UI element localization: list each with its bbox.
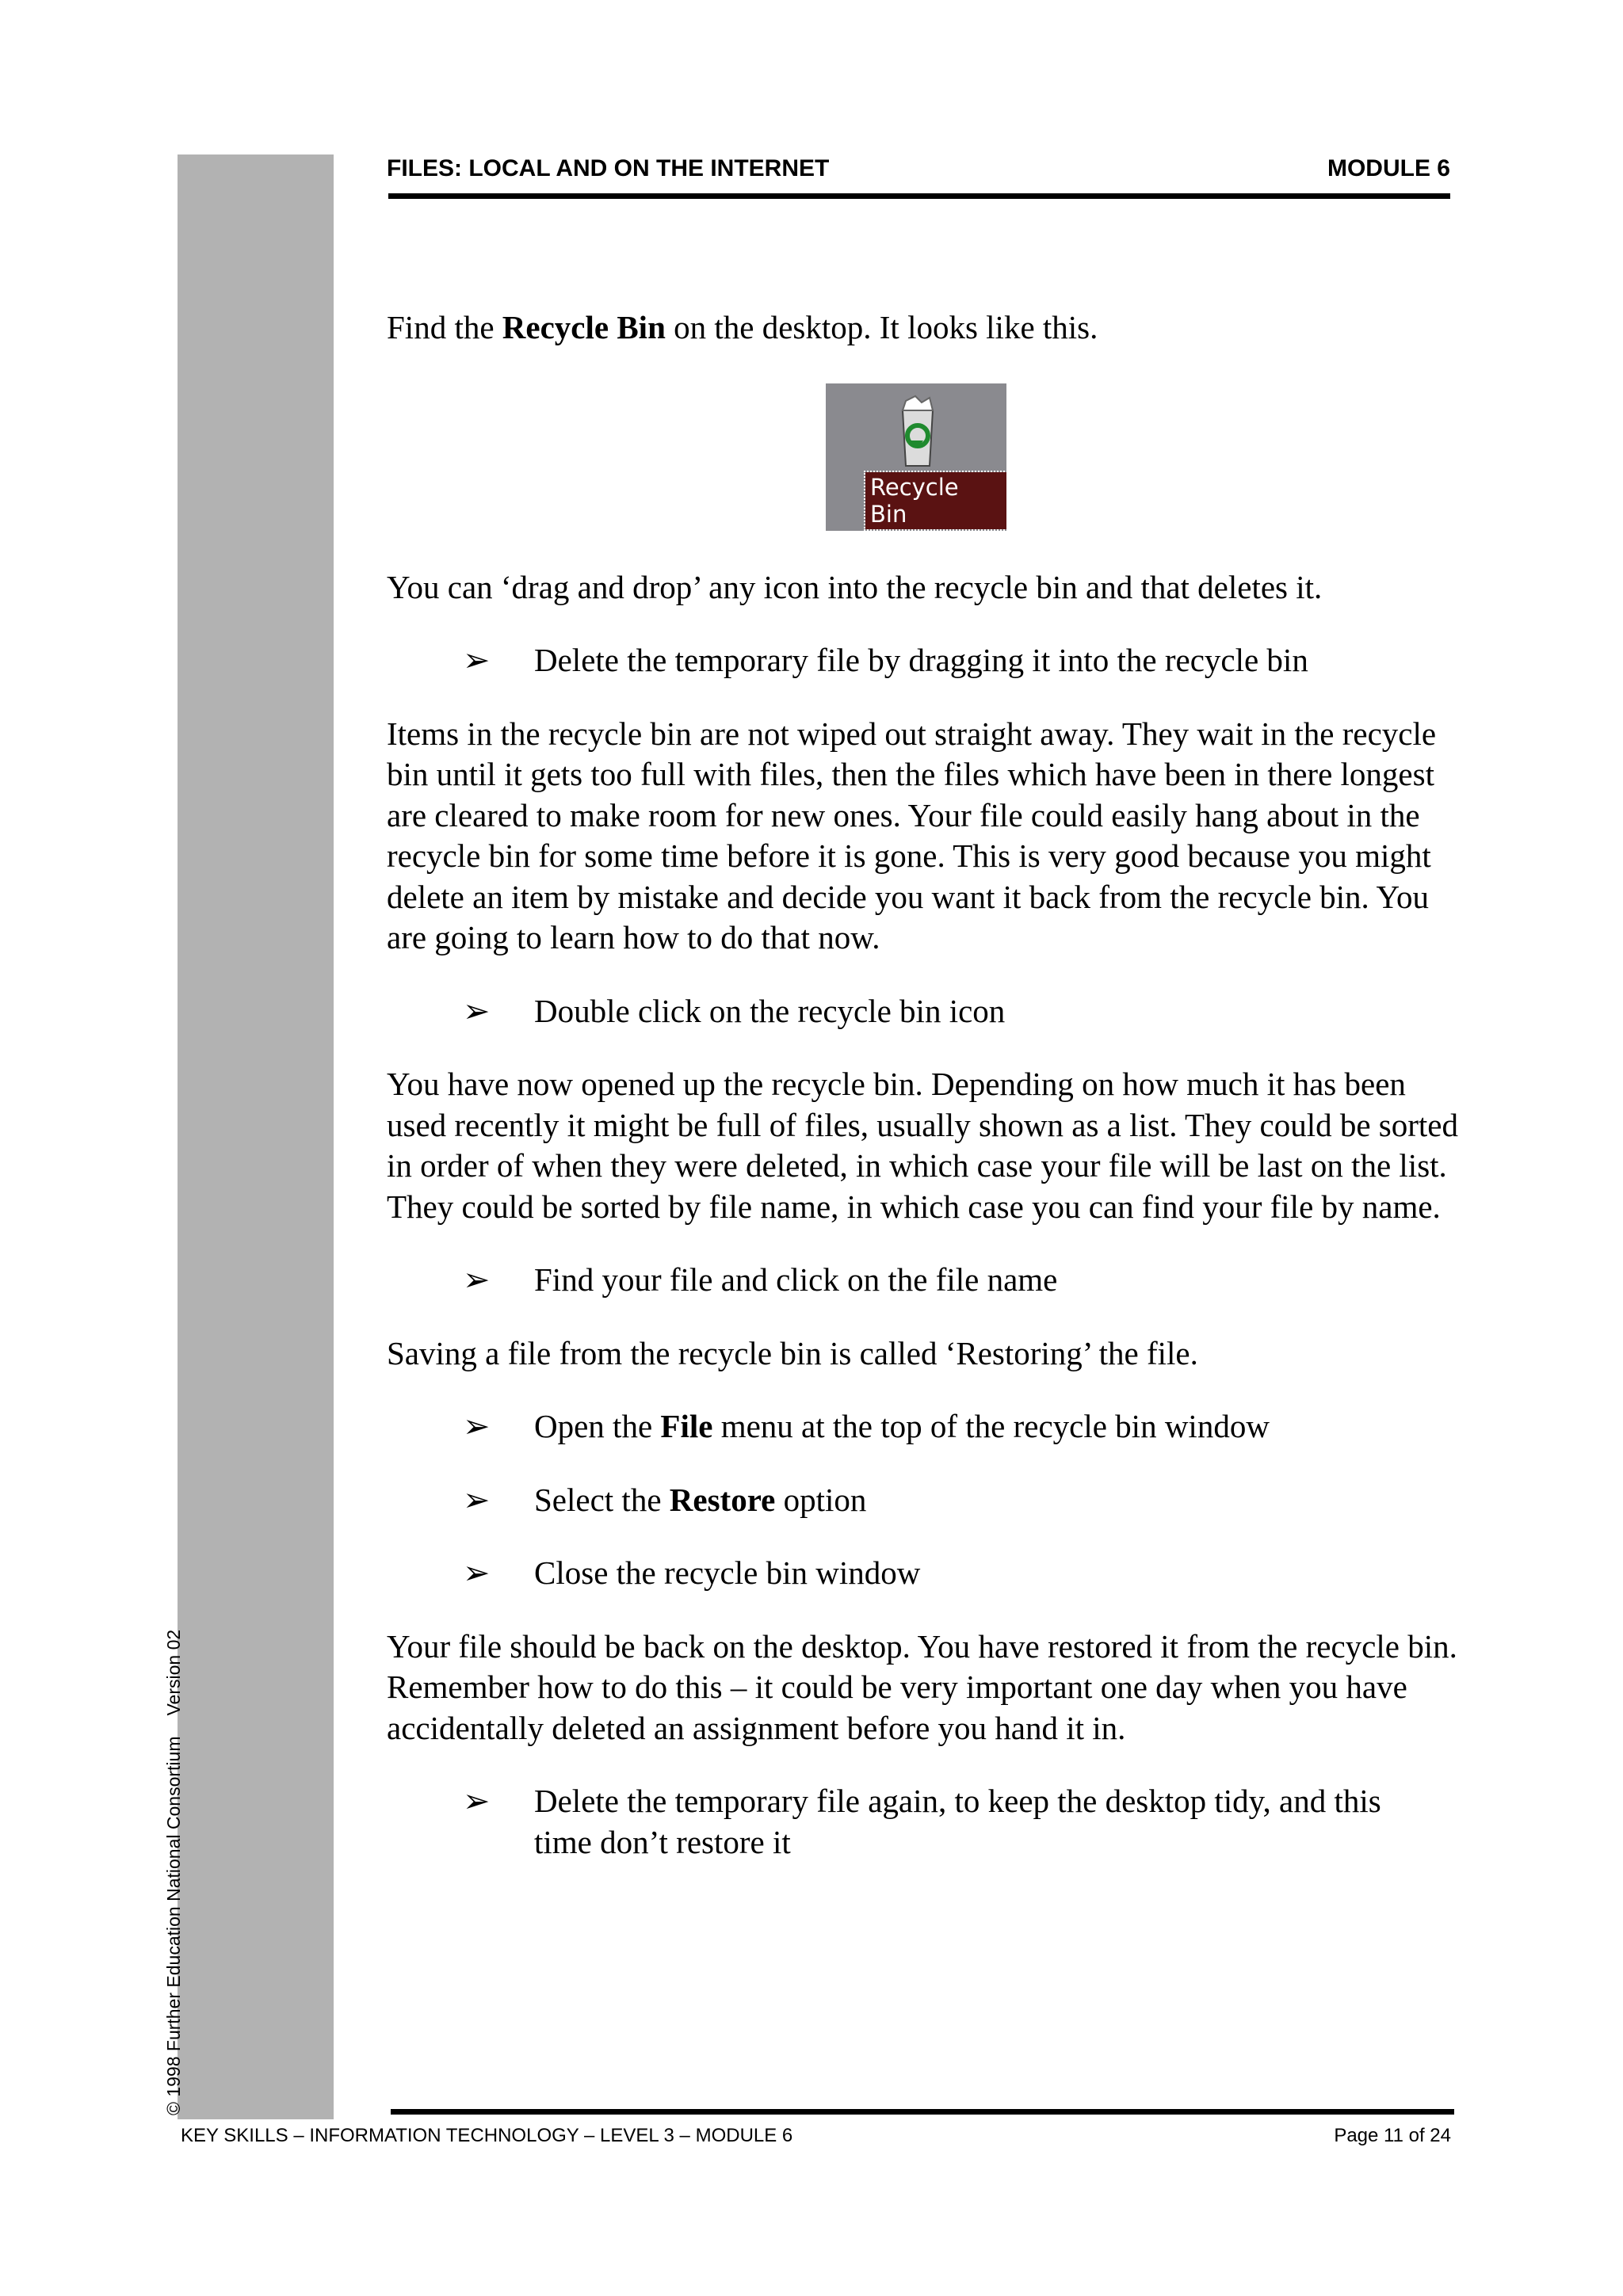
bullet-open-file-menu bbox=[387, 1406, 1465, 1447]
paragraph-drag-drop: You can ‘drag and drop’ any icon into the recycle bin and that deletes it. bbox=[387, 568, 1323, 605]
b4-bold: File bbox=[660, 1408, 713, 1444]
arrow-bullet-icon: ➢ bbox=[463, 1783, 491, 1819]
copyright-note bbox=[163, 1609, 185, 2115]
bullet-text: Delete the temporary file by dragging it into the recycle bin bbox=[534, 642, 1308, 678]
b5-text-b: option bbox=[775, 1481, 867, 1518]
paragraph-file-back: Your file should be back on the desktop. You have restored it from the recycle bin. Remember how to do this – it could be very important one day when you have accidentally deleted an assignment before you hand it in. bbox=[387, 1627, 1457, 1746]
header-module: MODULE 6 bbox=[1327, 155, 1450, 181]
b5-text-a: Select the bbox=[534, 1481, 670, 1518]
b4-text-b: menu at the top of the recycle bin window bbox=[712, 1408, 1270, 1444]
arrow-bullet-icon: ➢ bbox=[463, 642, 491, 678]
arrow-bullet-icon: ➢ bbox=[463, 1554, 491, 1591]
bullet-delete-temp bbox=[387, 640, 1465, 681]
paragraph-opened-bin: You have now opened up the recycle bin. Depending on how much it has been used recently it might be full of files, usually shown as a list. They could be sorted in order of when they were deleted, in which case your file will be last on the list. They could be sorted by file name, in which case you can find your file by name. bbox=[387, 1066, 1458, 1225]
bullet-text: Delete the temporary file again, to keep the desktop tidy, and this time don’t restore it bbox=[534, 1783, 1381, 1860]
paragraph-items-wait: Items in the recycle bin are not wiped out straight away. They wait in the recycle bin until it gets too full with files, then the files which have been in there longest are cleared to make room for new ones. Your file could easily hang about in the recycle bin for some time before it is gone. This is very good because you might delete an item by mistake and decide you want it back from the recycle bin. You are going to learn how to do that now. bbox=[387, 715, 1437, 955]
margin-band bbox=[178, 154, 334, 2119]
bullet-text: Double click on the recycle bin icon bbox=[534, 992, 1006, 1029]
paragraph-find-bin bbox=[387, 307, 1465, 349]
arrow-bullet-icon: ➢ bbox=[463, 1481, 491, 1518]
recycle-bin-figure bbox=[826, 383, 1006, 531]
p1-text-a: Find the bbox=[387, 309, 502, 345]
version-text: Version 02 bbox=[163, 1629, 184, 1716]
footer-page-number: Page 11 of 24 bbox=[1334, 2125, 1451, 2146]
paragraph-restoring: Saving a file from the recycle bin is called ‘Restoring’ the file. bbox=[387, 1334, 1198, 1371]
bullet-find-file bbox=[387, 1260, 1465, 1301]
footer-course: KEY SKILLS – INFORMATION TECHNOLOGY – LEVEL 3 – MODULE 6 bbox=[181, 2125, 793, 2146]
bullet-text bbox=[534, 1480, 1465, 1521]
page-footer bbox=[181, 2125, 1451, 2147]
bullet-text: Close the recycle bin window bbox=[534, 1554, 921, 1591]
b5-bold: Restore bbox=[669, 1481, 776, 1518]
bullet-close-window bbox=[387, 1553, 1465, 1594]
arrow-bullet-icon: ➢ bbox=[463, 992, 491, 1029]
recycle-bin-icon bbox=[898, 395, 938, 467]
bullet-text bbox=[534, 1406, 1465, 1447]
bullet-text: Find your file and click on the file name bbox=[534, 1261, 1058, 1298]
p1-bold: Recycle Bin bbox=[502, 309, 666, 345]
bullet-delete-again bbox=[387, 1781, 1465, 1863]
recycle-bin-label: Recycle Bin bbox=[865, 472, 1006, 529]
header-rule bbox=[388, 193, 1450, 199]
arrow-bullet-icon: ➢ bbox=[463, 1408, 491, 1444]
p1-text-b: on the desktop. It looks like this. bbox=[665, 309, 1098, 345]
arrow-bullet-icon: ➢ bbox=[463, 1261, 491, 1298]
bullet-select-restore bbox=[387, 1480, 1465, 1521]
header-title: FILES: LOCAL AND ON THE INTERNET bbox=[387, 155, 830, 181]
bullet-double-click bbox=[387, 991, 1465, 1032]
page-header bbox=[387, 155, 1450, 182]
b4-text-a: Open the bbox=[534, 1408, 661, 1444]
page-content bbox=[387, 307, 1465, 1895]
footer-rule bbox=[391, 2109, 1454, 2115]
copyright-text: © 1998 Further Education National Consortium bbox=[163, 1736, 184, 2115]
